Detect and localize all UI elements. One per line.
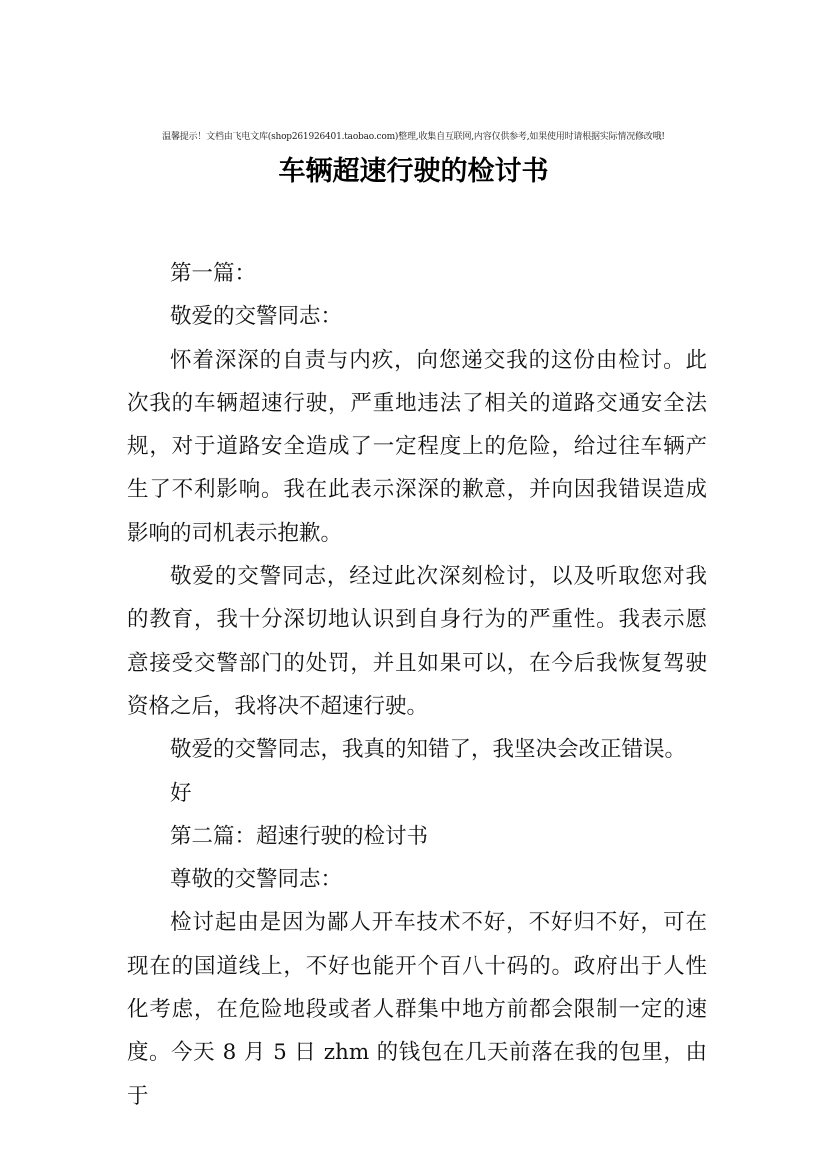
paragraph: 尊敬的交警同志： xyxy=(170,867,343,893)
paragraph: 第二篇：超速行驶的检讨书 xyxy=(170,823,429,849)
document-body xyxy=(127,252,707,1118)
paragraph: 敬爱的交警同志： xyxy=(170,304,343,330)
paragraph: 敬爱的交警同志，我真的知错了，我坚决会改正错误。 xyxy=(170,737,687,763)
paragraph: 敬爱的交警同志，经过此次深刻检讨，以及听取您对我的教育，我十分深切地认识到自身行为的严重性。我表示愿意接受交警部门的处罚，并且如果可以，在今后我恢复驾驶资格之后，我将决不超速行驶。 xyxy=(127,564,707,719)
paragraph: 怀着深深的自责与内疚，向您递交我的这份由检讨。此次我的车辆超速行驶，严重地违法了相关的道路交通安全法规，对于道路安全造成了一定程度上的危险，给过往车辆产生了不利影响。我在此表示深深的歉意，并向因我错误造成影响的司机表示抱歉。 xyxy=(127,347,707,546)
paragraph: 检讨起由是因为鄙人开车技术不好，不好归不好，可在现在的国道线上，不好也能开个百八十码的。政府出于人性化考虑，在危险地段或者人群集中地方前都会限制一定的速度。今天 8 月 5 日 zhm 的钱包在几天前落在我的包里，由于 xyxy=(127,910,707,1109)
header-notice: 温馨提示！文档由飞电文库(shop261926401.taobao.com)整理,收集自互联网,内容仅供参考,如果使用时请根据实际情况修改哦! xyxy=(162,132,665,142)
document-title: 车辆超速行驶的检讨书 xyxy=(278,156,549,187)
paragraph: 好 xyxy=(170,780,192,806)
paragraph: 第一篇： xyxy=(170,261,257,286)
